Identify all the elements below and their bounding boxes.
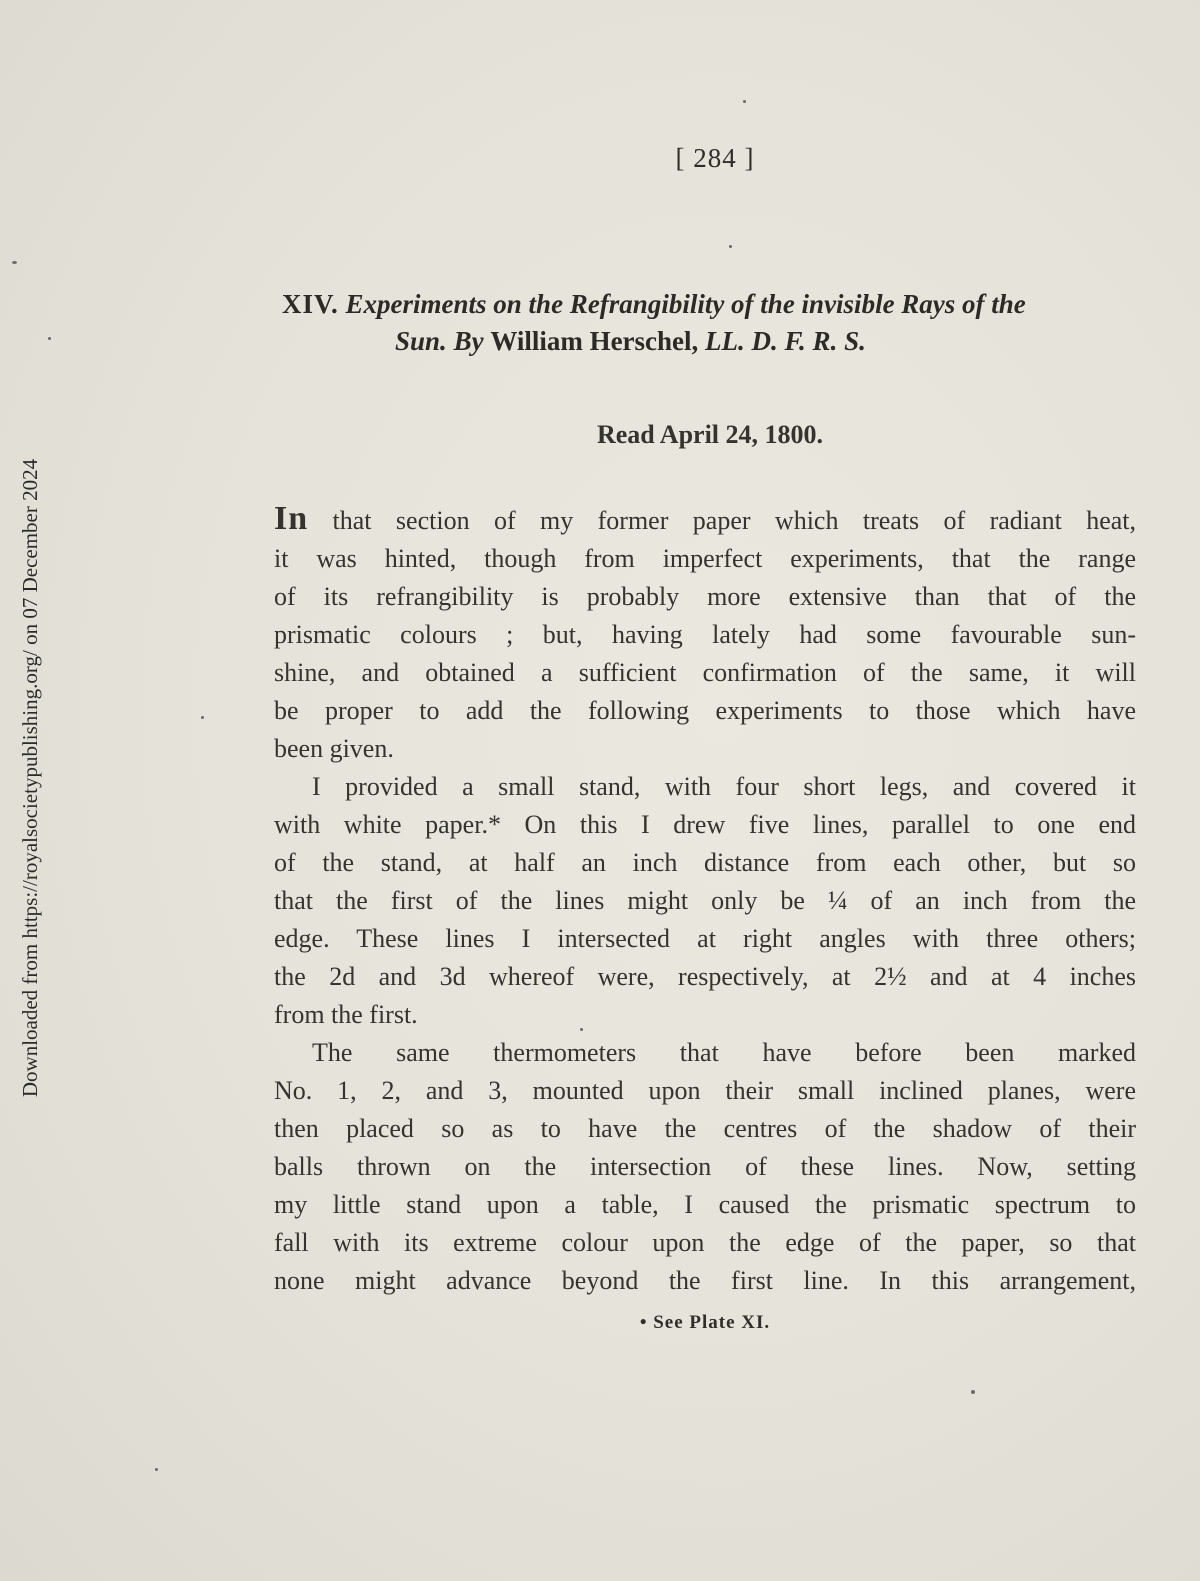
title-line-1 [282, 286, 1142, 323]
text-line: The same thermometers that have before been marked [312, 1038, 1136, 1067]
paragraph-2 [274, 768, 1136, 1034]
text-line: of its refrangibility is probably more extensive than that of the [274, 582, 1136, 611]
drop-cap: In [274, 500, 309, 537]
scan-speck [155, 1468, 158, 1471]
scan-speck [201, 716, 204, 719]
text-line: of the stand, at half an inch distance from each other, but so [274, 848, 1136, 877]
text-line: I provided a small stand, with four short legs, and covered it [312, 772, 1136, 801]
text-line: that the first of the lines might only be ¼ of an inch from the [274, 886, 1136, 915]
paragraph-1 [274, 500, 1136, 768]
text-line: then placed so as to have the centres of the shadow of their [274, 1114, 1136, 1143]
text-line: In that section of my former paper which treats of radiant heat, [274, 500, 1136, 537]
text-line: fall with its extreme colour upon the edge of the paper, so that [274, 1228, 1136, 1257]
scan-speck [743, 100, 746, 103]
footnote: • See Plate XI. [639, 1312, 771, 1333]
paragraph-3 [274, 1034, 1136, 1300]
text-line: balls thrown on the intersection of these lines. Now, setting [274, 1152, 1136, 1181]
title-by: By [453, 326, 484, 356]
text-line: from the first. [274, 1000, 418, 1029]
article-numeral: XIV. [282, 289, 339, 319]
body-text [274, 500, 1136, 1300]
author-degrees: LL. D. F. R. S. [705, 326, 866, 356]
page-number: [ 284 ] [675, 143, 755, 173]
text-line: with white paper.* On this I drew five lines, parallel to one end [274, 810, 1136, 839]
text-line: the 2d and 3d whereof were, respectively, at 2½ and at 4 inches [274, 962, 1136, 991]
author-name: William Herschel, [490, 326, 699, 356]
title-line-2 [282, 323, 1142, 360]
read-date: Read April 24, 1800. [596, 420, 824, 449]
text-line: shine, and obtained a sufficient confirmation of the same, it will [274, 658, 1136, 687]
text-line: edge. These lines I intersected at right angles with three others; [274, 924, 1136, 953]
text-line: it was hinted, though from imperfect experiments, that the range [274, 544, 1136, 573]
text-line: be proper to add the following experiments to those which have [274, 696, 1136, 725]
title-italic-part-1: Experiments on the Refrangibility of the invisible Rays of the [345, 289, 1026, 319]
text-line: prismatic colours ; but, having lately had some favourable sun- [274, 620, 1136, 649]
scan-speck [729, 245, 732, 248]
article-title [282, 286, 1142, 360]
download-stamp: Downloaded from https://royalsocietypublishing.org/ on 07 December 2024 [18, 458, 42, 1098]
scan-speck [971, 1390, 975, 1394]
text-line: No. 1, 2, and 3, mounted upon their small inclined planes, were [274, 1076, 1136, 1105]
title-italic-part-2: Sun. [395, 326, 447, 356]
text-line: none might advance beyond the first line. In this arrangement, [274, 1266, 1136, 1295]
text-line: been given. [274, 734, 394, 763]
scan-speck [580, 1028, 583, 1031]
scan-speck [48, 337, 51, 340]
scan-speck [12, 261, 17, 264]
text-line: my little stand upon a table, I caused the prismatic spectrum to [274, 1190, 1136, 1219]
